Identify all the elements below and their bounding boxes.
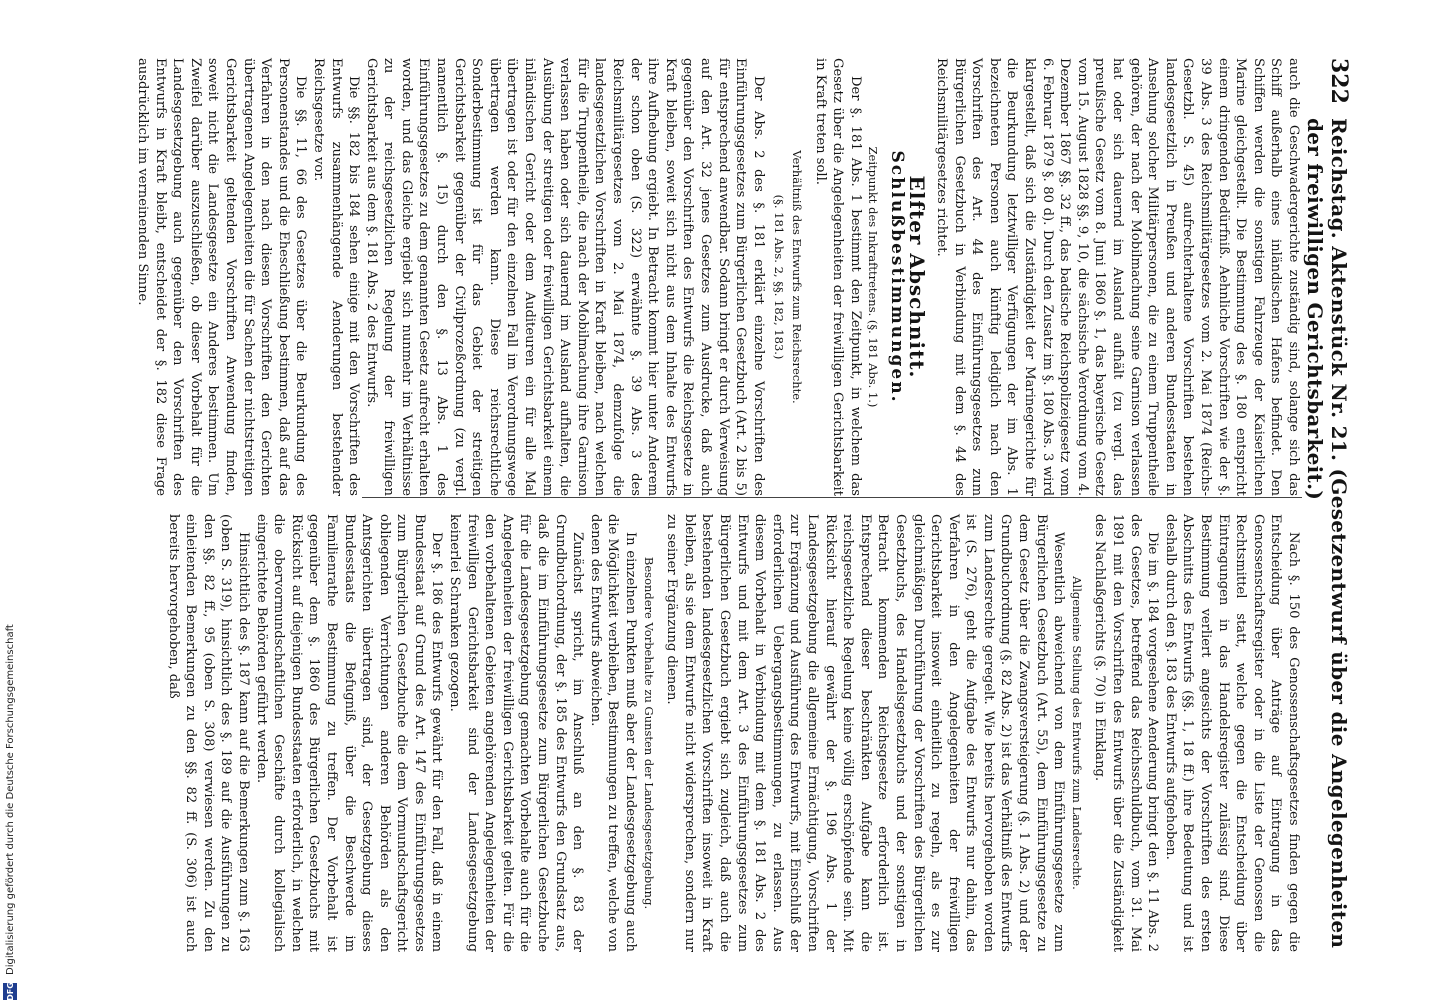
marginal-heading-2: Verhältniß des Entwurfs zum Reichsrechte.: [789, 150, 804, 404]
right-paragraph-3: Wesentlich abweichend von dem Einführungsgesetze zum Bürgerlichen Gesetzbuch (Art. 55), dem Einführungsgesetze zu dem Gesetz über die Zwangsversteigerung (§. 1 Abs. 2) und der Grundbuchordnung (§. 82 Abs. 2) ist das Verhältniß des Entwurfs zum Landesrechte geregelt. Wie bereits hervorgehoben worden ist (S. 276), geht die Aufgabe des Entwurfs nur dahin, das Verfahren in den Angelegenheiten der freiwilligen Gerichtsbarkeit insoweit einheitlich zu regeln, als es zur gleichmäßigen Durchführung der Vorschriften des Bürgerlichen Gesetzbuchs, des Handelsgesetzbuchs und der sonstigen in Betracht kommenden Reichsgesetze erforderlich ist. Entsprechend dieser beschränkten Aufgabe kann die reichsgesetzliche Regelung keine völlig erschöpfende sein. Mit Rücksicht hierauf gewährt der §. 196 Abs. 1 der Landesgesetzgebung die allgemeine Ermächtigung, Vorschriften zur Ergänzung und Ausführung des Entwurfs, mit Einschluß der erforderlichen Uebergangsbestimmungen, zu erlassen. Aus diesem Vorbehalt in Verbindung mit dem §. 181 Abs. 2 des Entwurfs und mit dem Art. 3 des Einführungsgesetzes zum Bürgerlichen Gesetzbuch ergiebt sich zugleich, daß auch die bestehenden landesgesetzlichen Vorschriften insoweit in Kraft bleiben, als sie dem Entwurfe nicht widersprechen, sondern nur zu seiner Ergänzung dienen.: [664, 514, 1067, 952]
section-title: Elfter Abschnitt.: [904, 175, 929, 379]
digitization-footer: [0, 0, 20, 1000]
column-divider: [362, 497, 1302, 498]
running-title: Reichstag. Aktenstück Nr. 21. (Gesetzentwurf über die Angelegenheiten der freiwilligen Gerichtsbarkeit.): [1303, 117, 1351, 949]
marginal-heading-4: Besondere Vorbehalte zu Gunsten der Landesgesetzgebung.: [641, 556, 656, 910]
left-paragraph-2: Der §. 181 Abs. 1 bestimmt den Zeitpunkt, in welchem das Gesetz über die Angelegenheiten der freiwilligen Gerichtsbarkeit in Kraft treten soll.: [812, 58, 863, 496]
right-paragraph-1: Nach §. 150 des Genossenschaftsgesetzes finden gegen die Entscheidung über Anträge auf Eintragung in das Genossenschaftsregister oder in die Liste der Genossen die Rechtsmittel statt, welche gegen die Entscheidung über Eintragungen in das Handelsregister zulässig sind. Diese Bestimmung verliert angesichts der Vorschriften des ersten Abschnitts des Entwurfs (§§. 1, 18 ff.) ihre Bedeutung und ist deshalb durch den §. 183 des Entwurfs aufgehoben.: [1162, 514, 1301, 952]
left-column: [133, 58, 1302, 496]
right-paragraph-2: Die im §. 184 vorgesehene Aenderung bringt den §. 11 Abs. 2 des Gesetzes, betreffend das Reichsschuldbuch, vom 31. Mai 1891 mit den Vorschriften des Entwurfs über die Zuständigkeit des Nachlaßgerichts (§. 70) in Einklang.: [1092, 514, 1161, 952]
section-subtitle: Schlußbestimmungen.: [886, 150, 907, 404]
left-paragraph-5: Die §§. 11, 66 des Gesetzes über die Beurkundung des Personenstandes und die Eheschließung bestimmen, daß auf das Verfahren in den nach diesen Vorschriften den Gerichten übertragenen Angelegenheiten die für Sachen der nichtstreitigen Gerichtsbarkeit geltenden Vorschriften Anwendung finden, soweit nicht die Landesgesetze ein Anderes bestimmen. Um Zweifel darüber auszuschließen, ob dieser Vorbehalt für die Landesgesetzgebung auch gegenüber den Vorschriften des Entwurfs in Kraft bleibt, entscheidet der §. 182 diese Frage ausdrücklich im verneinenden Sinne.: [135, 58, 309, 496]
marginal-heading-1: Zeitpunkt des Inkrafttretens. (§. 181 Abs. 1.): [866, 146, 881, 408]
dfg-logo: DFG: [3, 983, 17, 1000]
left-paragraph-4: Die §§. 182 bis 184 sehen einige mit den Vorschriften des Entwurfs zusammenhängende Aenderungen bestehender Reichsgesetze vor.: [310, 58, 362, 496]
right-paragraph-6: Der §. 186 des Entwurfs gewährt für den Fall, daß in einem Bundesstaat auf Grund des Art. 147 des Einführungsgesetzes zum Bürgerlichen Gesetzbuche die dem Vormundschaftsgericht obliegenden Verrichtungen anderen Behörden als den Amtsgerichten übertragen sind, der Gesetzgebung dieses Bundesstaats die Befugniß, über die Beschwerde im Familienrathe Bestimmung zu treffen. Der Vorbehalt ist gegenüber dem §. 1860 des Bürgerlichen Gesetzbuchs mit Rücksicht auf diejenigen Bundesstaaten erforderlich, in welchen die obervormundschaftlichen Geschäfte durch kollegialisch eingerichtete Behörden geführt werden.: [253, 514, 445, 952]
right-column: [164, 514, 1302, 952]
page-header: [1303, 58, 1352, 988]
right-paragraph-5: Zunächst spricht, im Anschluß an den §. 83 der Grundbuchordnung, der §. 185 des Entwurfs den Grundsatz aus, daß die im Einführungsgesetze zum Bürgerlichen Gesetzbuche für die Landesgesetzgebung gemachten Vorbehalte auch für die Angelegenheiten der freiwilligen Gerichtsbarkeit gelten. Für die den vorbehaltenen Gebieten angehörenden Angelegenheiten der freiwilligen Gerichtsbarkeit sind der Landesgesetzgebung keinerlei Schranken gezogen.: [447, 514, 586, 952]
right-paragraph-7: Hinsichtlich des §. 187 kann auf die Bemerkungen zum §. 163 (oben S. 319), hinsichtlich des §. 189 auf die Ausführungen zu den §§. 82 ff., 95 (oben S. 308) verwiesen werden. Zu den einleitenden Bemerkungen zu den §§. 82 ff. (S. 306) ist auch bereits hervorgehoben, daß: [165, 514, 251, 952]
right-paragraph-4: In einzelnen Punkten muß aber der Landesgesetzgebung auch die Möglichkeit verbleiben, Bestimmungen zu treffen, welche von denen des Entwurfs abweichen.: [587, 514, 639, 952]
left-paragraph-3: Der Abs. 2 des §. 181 erklärt einzelne Vorschriften des Einführungsgesetzes zum Bürgerlichen Gesetzbuch (Art. 2 bis 5) für entsprechend anwendbar. Sodann bringt er durch Verweisung auf den Art. 32 jenes Gesetzes zum Ausdrucke, daß auch gegenüber den Vorschriften des Entwurfs die Reichsgesetze in Kraft bleiben, soweit sich nicht aus dem Inhalte des Entwurfs ihre Aufhebung ergiebt. In Betracht kommt hier unter Anderem der schon oben (S. 322) erwähnte §. 39 Abs. 3 des Reichsmilitärgesetzes vom 2. Mai 1874, demzufolge die landesgesetzlichen Vorschriften in Kraft bleiben, nach welchen für die Truppentheile, die nach der Mobilmachung ihre Garnison verlassen haben oder sich dauernd im Ausland aufhalten, die Ausübung der streitigen oder freiwilligen Gerichtsbarkeit einem inländischen Gericht oder dem Auditeuren ein für alle Mal übertragen ist oder für den einzelnen Fall im Verordnungswege übertragen werden kann. Diese reichsrechtliche Sonderbestimmung ist für das Gebiet der streitigen Gerichtsbarkeit gegenüber der Civilprozeßordnung (zu vergl. namentlich §. 15) durch den §. 13 Abs. 1 des Einführungsgesetzes zu dem genannten Gesetz aufrecht erhalten worden, und das Gleiche ergiebt sich nunmehr im Verhältnisse zu der reichsgesetzlichen Regelung der freiwilligen Gerichtsbarkeit aus dem §. 181 Abs. 2 des Entwurfs.: [363, 58, 766, 496]
page-number: 322: [1326, 58, 1352, 104]
marginal-heading-3: Allgemeine Stellung des Entwurfs zum Landesrechte.: [1069, 576, 1084, 890]
document-page: [22, 0, 1352, 1000]
digitization-credit: Digitalisierung gefördert durch die Deutsche Forschungsgemeinschaft: [4, 624, 16, 975]
marginal-heading-2-sub: (§. 181 Abs. 2, §§. 182, 183.): [772, 194, 787, 360]
left-paragraph-1: auch die Geschwadergerichte zuständig sind, solange sich das Schiff außerhalb eines inländischen Hafens befindet. Den Schiffen werden die sonstigen Fahrzeuge der Kaiserlichen Marine gleichgestellt. Die Bestimmung des §. 180 entspricht einem dringenden Bedürfniß. Aehnliche Vorschriften wie der §. 39 Abs. 3 des Reichsmilitärgesetzes vom 2. Mai 1874 (Reichs-Gesetzbl. S. 45) aufrechterhaltene Vorschriften bestehen landesgesetzlich in Preußen und anderen Bundesstaaten in Ansehung solcher Militärpersonen, die zu einem Truppentheile gehören, der nach der Mobilmachung seine Garnison verlassen hat oder sich dauernd im Ausland aufhält (zu vergl. das preußische Gesetz vom 8. Juni 1860 §. 1, das bayerische Gesetz vom 15. August 1828 §§. 9, 10, die sächsische Verordnung vom 4. Dezember 1867 §§. 32 ff., das badische Reichspolizeigesetz vom 6. Februar 1879 §. 80 d). Durch den Zusatz im §. 180 Abs. 3 wird klargestellt, daß sich die Zuständigkeit der Marinegerichte für die Beurkundung letztwilliger Verfügungen der im Abs. 1 bezeichneten Personen auch künftig lediglich nach den Vorschriften des Art. 44 des Einführungsgesetzes zum Bürgerlichen Gesetzbuch in Verbindung mit dem §. 44 des Reichsmilitärgesetzes richtet.: [934, 58, 1301, 496]
